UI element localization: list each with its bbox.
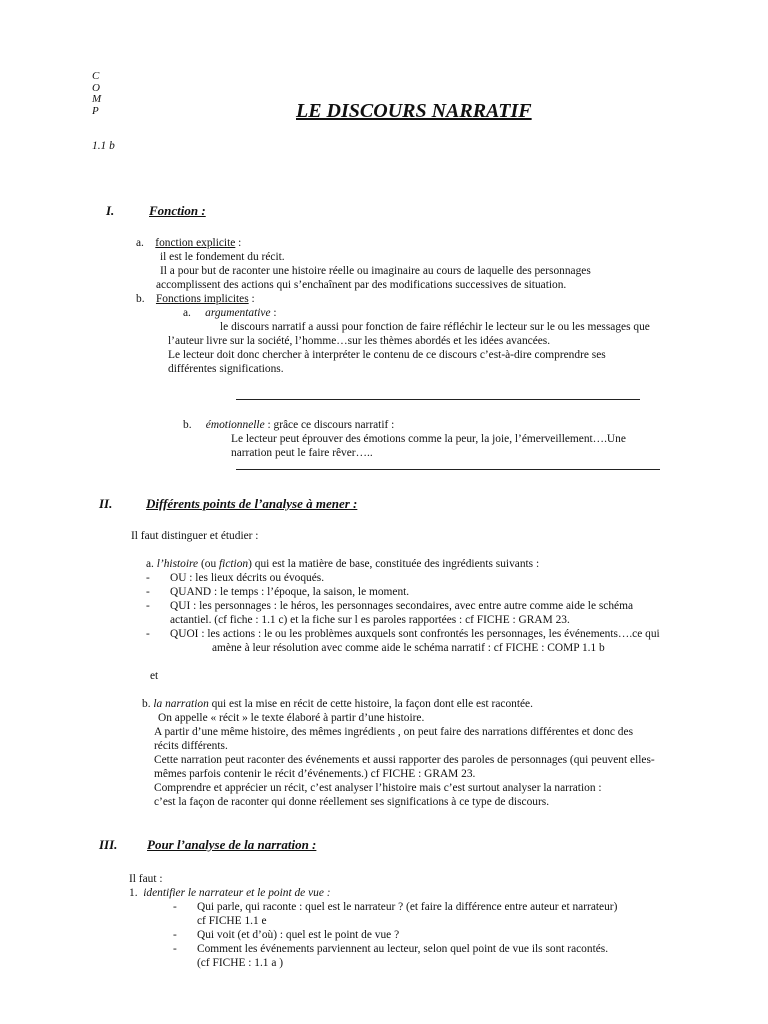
- list-item: - Qui parle, qui raconte : quel est le narrateur ? (et faire la différence entre auteur et narrateur): [173, 901, 618, 913]
- list-item: - QUOI : les actions : le ou les problèmes auxquels sont confrontés les personnages, les événements….ce qui: [146, 628, 660, 640]
- list-item: - QUAND : le temps : l’époque, la saison, le moment.: [146, 586, 410, 598]
- item-text: ) qui est la matière de base, constituée des ingrédients suivants :: [248, 558, 540, 570]
- paragraph-line: Cette narration peut raconter des événements et aussi rapporter des paroles de personnages (qui peuvent elles-: [154, 754, 655, 766]
- paragraph-line: Il a pour but de raconter une histoire réelle ou imaginaire au cours de laquelle des personnages: [160, 265, 591, 277]
- item-text: QUI : les personnages : le héros, les personnages secondaires, avec entre autre comme aide le schéma: [170, 600, 634, 612]
- paragraph-line: le discours narratif a aussi pour fonction de faire réfléchir le lecteur sur le ou les messages que: [220, 321, 650, 333]
- paragraph-line: Comprendre et apprécier un récit, c’est analyser l’histoire mais c’est surtout analyser la narration :: [154, 782, 602, 794]
- page-title: LE DISCOURS NARRATIF: [296, 100, 532, 122]
- paragraph-line: cf FICHE 1.1 e: [197, 915, 267, 927]
- item-label: b.: [136, 293, 145, 305]
- paragraph-line: récits différents.: [154, 740, 228, 752]
- item-label: a.: [183, 307, 191, 319]
- separator-line: [236, 469, 660, 470]
- item-label: a.: [146, 558, 157, 570]
- item-label: b.: [183, 419, 192, 431]
- item-term: fonction explicite: [155, 237, 236, 249]
- item-term: Fonctions implicites: [155, 293, 249, 305]
- paragraph-line: narration peut le faire rêver…..: [231, 447, 373, 459]
- item-label: 1.: [129, 887, 138, 899]
- item-colon: :: [235, 237, 242, 249]
- list-item: [142, 697, 533, 711]
- paragraph-line: il est le fondement du récit.: [160, 251, 285, 263]
- paragraph-line: différentes significations.: [168, 363, 284, 375]
- side-letter: M: [92, 93, 102, 105]
- separator-line: [236, 399, 640, 400]
- paragraph-line: et: [150, 670, 159, 682]
- item-label: b.: [142, 698, 154, 710]
- side-letters: [92, 71, 101, 117]
- side-letter: C: [92, 70, 100, 82]
- item-term: émotionnelle: [205, 419, 265, 431]
- item-text: identifier le narrateur et le point de vue :: [143, 887, 331, 899]
- item-colon: :: [270, 307, 277, 319]
- side-letter: O: [92, 81, 100, 94]
- section-number: II.: [99, 496, 113, 511]
- section-number: I.: [106, 203, 115, 218]
- paragraph-line: Le lecteur peut éprouver des émotions comme la peur, la joie, l’émerveillement….Une: [231, 433, 626, 445]
- item-term: fiction: [219, 558, 249, 570]
- paragraph-line: accomplissent des actions qui s’enchaînent par des modifications successives de situation.: [156, 279, 567, 291]
- list-item: [146, 557, 539, 571]
- sheet-ref: 1.1 b: [92, 140, 115, 152]
- section-title: Différents points de l’analyse à mener :: [146, 496, 358, 511]
- item-text: Qui parle, qui raconte : quel est le narrateur ? (et faire la différence entre auteur et narrateur): [197, 901, 618, 913]
- section-number: III.: [99, 837, 118, 852]
- list-item: - Comment les événements parviennent au lecteur, selon quel point de vue ils sont racontés.: [173, 943, 609, 955]
- paragraph-line: Il faut distinguer et étudier :: [131, 530, 259, 542]
- item-text: (ou: [198, 558, 219, 570]
- paragraph-line: c’est la façon de raconter qui donne réellement ses significations à ce type de discours.: [154, 796, 550, 808]
- paragraph-line: On appelle « récit » le texte élaboré à partir d’une histoire.: [158, 712, 425, 724]
- paragraph-line: l’auteur livre sur la société, l’homme…sur les thèmes abordés et les idées avancées.: [168, 335, 551, 347]
- item-text: QUOI : les actions : le ou les problèmes auxquels sont confrontés les personnages, les événements….ce qui: [170, 628, 660, 640]
- paragraph-line: Il faut :: [129, 873, 163, 885]
- section-title: Fonction :: [149, 203, 206, 218]
- list-item: [183, 418, 394, 432]
- item-term: la narration: [153, 698, 209, 710]
- paragraph-line: mêmes parfois contenir le récit d’événements.) cf FICHE : GRAM 23.: [154, 768, 476, 780]
- list-item: [136, 292, 255, 306]
- item-term: l’histoire: [156, 558, 199, 570]
- list-item: - Qui voit (et d’où) : quel est le point de vue ?: [173, 929, 400, 941]
- item-label: a.: [136, 237, 144, 249]
- item-text: QUAND : le temps : l’époque, la saison, le moment.: [170, 586, 410, 598]
- section-title: Pour l’analyse de la narration :: [147, 837, 317, 852]
- side-letter: P: [92, 104, 99, 117]
- item-text: : grâce ce discours narratif :: [264, 419, 395, 431]
- item-colon: :: [248, 293, 255, 305]
- paragraph-line: Le lecteur doit donc chercher à interpréter le contenu de ce discours c’est-à-dire comprendre ses: [168, 349, 606, 361]
- paragraph-line: (cf FICHE : 1.1 a ): [197, 957, 284, 969]
- paragraph-line: A partir d’une même histoire, des mêmes ingrédients , on peut faire des narrations différentes et donc des: [154, 726, 633, 738]
- item-term: argumentative: [205, 307, 271, 319]
- list-item: [183, 306, 277, 320]
- list-item: [129, 886, 331, 900]
- item-text: Qui voit (et d’où) : quel est le point de vue ?: [197, 929, 400, 941]
- list-item: - OU : les lieux décrits ou évoqués.: [146, 572, 325, 584]
- paragraph-line: amène à leur résolution avec comme aide le schéma narratif : cf FICHE : COMP 1.1 b: [212, 642, 605, 654]
- list-item: [136, 236, 241, 250]
- list-item: - QUI : les personnages : le héros, les personnages secondaires, avec entre autre comme aide le schéma: [146, 600, 634, 612]
- paragraph-line: actantiel. (cf fiche : 1.1 c) et la fiche sur l es paroles rapportées : cf FICHE : GRAM 23.: [170, 614, 570, 626]
- item-text: OU : les lieux décrits ou évoqués.: [170, 572, 325, 584]
- item-text: qui est la mise en récit de cette histoire, la façon dont elle est racontée.: [208, 698, 533, 710]
- item-text: Comment les événements parviennent au lecteur, selon quel point de vue ils sont racontés.: [197, 943, 609, 955]
